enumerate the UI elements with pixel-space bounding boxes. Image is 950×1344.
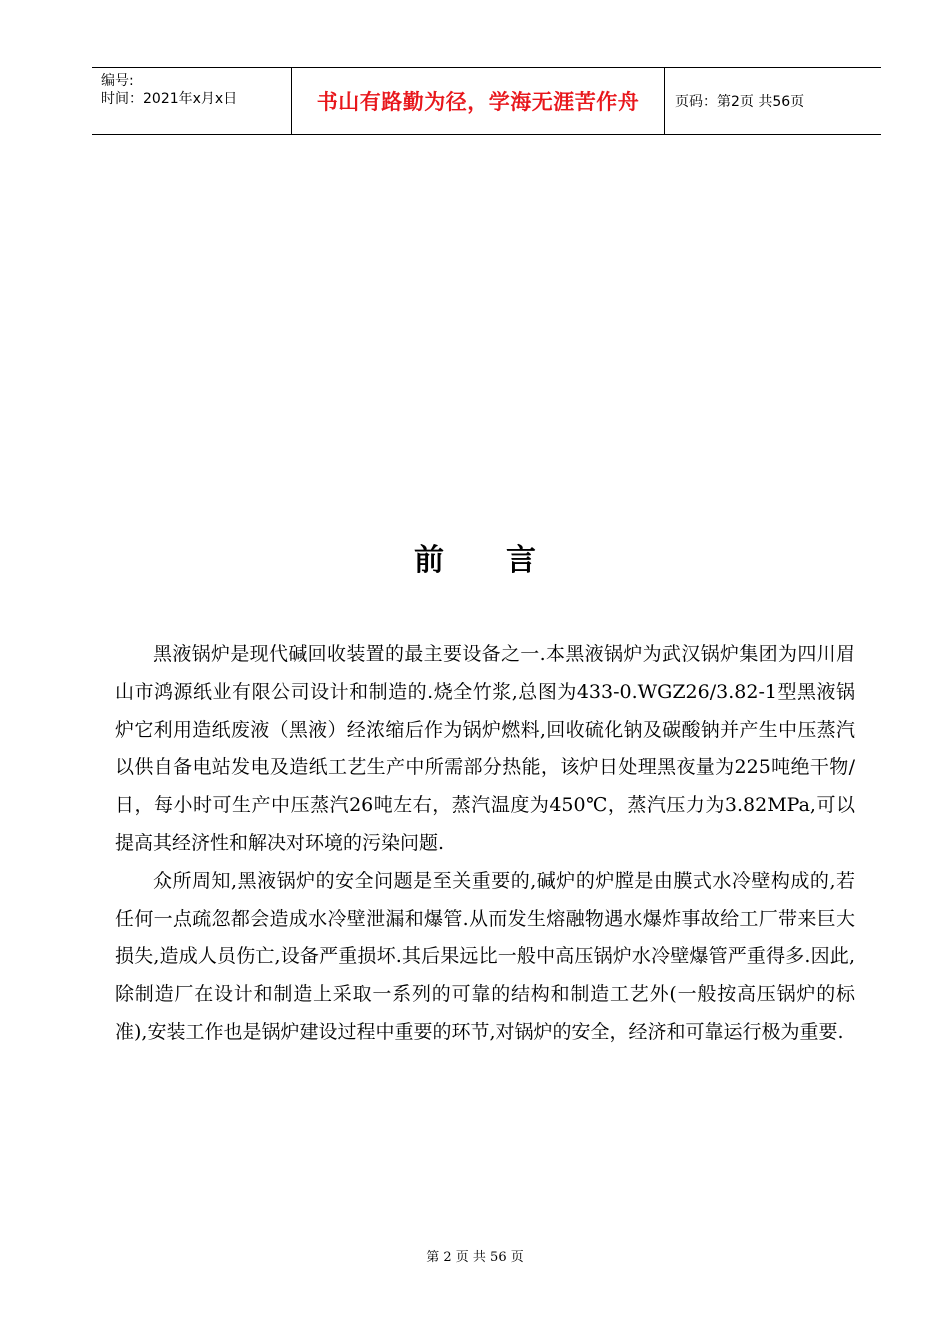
header-motto-cell (292, 68, 665, 134)
header-motto: 书山有路勤为径，学海无涯苦作舟 (316, 90, 640, 114)
page-title: 前言 (414, 543, 598, 578)
header-meta-cell (92, 68, 292, 134)
paragraph: 黑液锅炉是现代碱回收装置的最主要设备之一.本黑液锅炉为武汉锅炉集团为四川眉山市鸿源纸业有限公司设计和制造的.烧全竹浆,总图为433-0.WGZ26/3.82-1型黑液锅炉它利用造纸废液（黑液）经浓缩后作为锅炉燃料,回收硫化钠及碳酸钠并产生中压蒸汽以供自备电站发电及造纸工艺生产中所需部分热能，该炉日处理黑夜量为225吨绝干物/日，每小时可生产中压蒸汽26吨左右，蒸汽温度为450℃，蒸汽压力为3.82MPa,可以提高其经济性和解决对环境的污染问题. (115, 643, 855, 854)
document-number-label: 编号: (101, 73, 134, 89)
document-time-label: 时间：2021年x月x日 (101, 91, 238, 107)
body-content (115, 636, 855, 1052)
header-page-cell (665, 68, 881, 134)
header-page-info: 页码：第2页 共56页 (675, 94, 805, 110)
page-header (92, 67, 881, 135)
page-footer: 第 2 页 共 56 页 (426, 1250, 524, 1265)
paragraph: 众所周知,黑液锅炉的安全问题是至关重要的,碱炉的炉膛是由膜式水冷壁构成的,若任何一点疏忽都会造成水冷壁泄漏和爆管.从而发生熔融物遇水爆炸事故给工厂带来巨大损失,造成人员伤亡,设备严重损坏.其后果远比一般中高压锅炉水冷壁爆管严重得多.因此,除制造厂在设计和制造上采取一系列的可靠的结构和制造工艺外(一般按高压锅炉的标准),安装工作也是锅炉建设过程中重要的环节,对锅炉的安全，经济和可靠运行极为重要. (115, 869, 855, 1043)
